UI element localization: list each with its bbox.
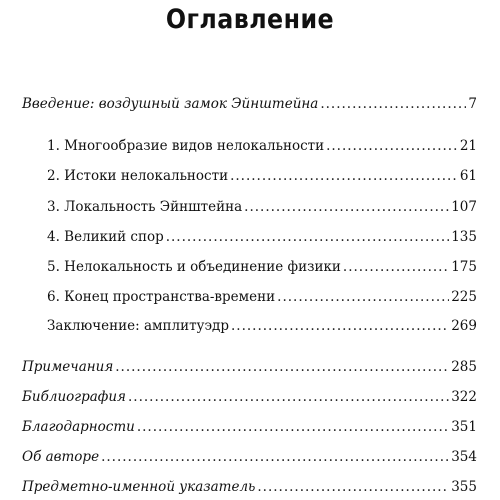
dot-leader bbox=[231, 317, 449, 335]
toc-entry-page: 7 bbox=[468, 96, 477, 112]
toc-entry-chapter-2[interactable] bbox=[47, 167, 477, 185]
toc-entry-page: 354 bbox=[451, 449, 477, 465]
dot-leader bbox=[101, 448, 449, 466]
toc-entry-label: Об авторе bbox=[22, 449, 100, 465]
toc-entry-page: 61 bbox=[459, 168, 477, 184]
dot-leader bbox=[343, 258, 449, 276]
toc-entry-page: 225 bbox=[451, 289, 477, 305]
dot-leader bbox=[166, 228, 450, 246]
dot-leader bbox=[244, 198, 449, 216]
dot-leader bbox=[230, 167, 458, 185]
toc-entry-acknowledgements[interactable] bbox=[22, 418, 477, 436]
toc-entry-bibliography[interactable] bbox=[22, 388, 477, 406]
toc-entry-chapter-1[interactable] bbox=[47, 137, 477, 155]
toc-entry-page: 269 bbox=[451, 318, 477, 334]
toc-entry-chapter-3[interactable] bbox=[47, 198, 477, 216]
toc-entry-page: 355 bbox=[451, 479, 477, 495]
toc-entry-page: 135 bbox=[451, 229, 477, 245]
toc-entry-conclusion[interactable] bbox=[47, 317, 477, 335]
toc-entry-label: 3. Локальность Эйнштейна bbox=[47, 199, 243, 215]
dot-leader bbox=[115, 358, 449, 376]
toc-entry-label: 6. Конец пространства-времени bbox=[47, 289, 276, 305]
toc-entry-label: 1. Многообразие видов нелокальности bbox=[47, 138, 325, 154]
toc-entry-label: Благодарности bbox=[22, 419, 135, 435]
toc-entry-label: Заключение: амплитуэдр bbox=[47, 318, 230, 334]
toc-entry-label: Библиография bbox=[22, 389, 126, 405]
toc-entry-label: 2. Истоки нелокальности bbox=[47, 168, 229, 184]
toc-entry-label: Примечания bbox=[22, 359, 114, 375]
toc-entry-label: Введение: воздушный замок Эйнштейна bbox=[22, 96, 319, 112]
dot-leader bbox=[257, 478, 449, 496]
toc-entry-label: Предметно-именной указатель bbox=[22, 479, 256, 495]
toc-entry-introduction[interactable] bbox=[22, 95, 477, 113]
toc-entry-page: 351 bbox=[451, 419, 477, 435]
toc-entry-index[interactable] bbox=[22, 478, 477, 496]
toc-entry-about-author[interactable] bbox=[22, 448, 477, 466]
toc-entry-page: 285 bbox=[451, 359, 477, 375]
toc-entry-label: 4. Великий спор bbox=[47, 229, 164, 245]
toc-entry-chapter-6[interactable] bbox=[47, 288, 477, 306]
toc-entry-page: 322 bbox=[451, 389, 477, 405]
dot-leader bbox=[320, 95, 466, 113]
toc-entry-page: 107 bbox=[451, 199, 477, 215]
toc-entry-page: 175 bbox=[451, 259, 477, 275]
toc-entry-label: 5. Нелокальность и объединение физики bbox=[47, 259, 341, 275]
toc-entry-chapter-5[interactable] bbox=[47, 258, 477, 276]
toc-entry-chapter-4[interactable] bbox=[47, 228, 477, 246]
dot-leader bbox=[277, 288, 449, 306]
dot-leader bbox=[128, 388, 449, 406]
dot-leader bbox=[137, 418, 449, 436]
toc-entry-page: 21 bbox=[459, 138, 477, 154]
page-title: Оглавление bbox=[165, 4, 335, 35]
toc-entry-notes[interactable] bbox=[22, 358, 477, 376]
dot-leader bbox=[326, 137, 458, 155]
